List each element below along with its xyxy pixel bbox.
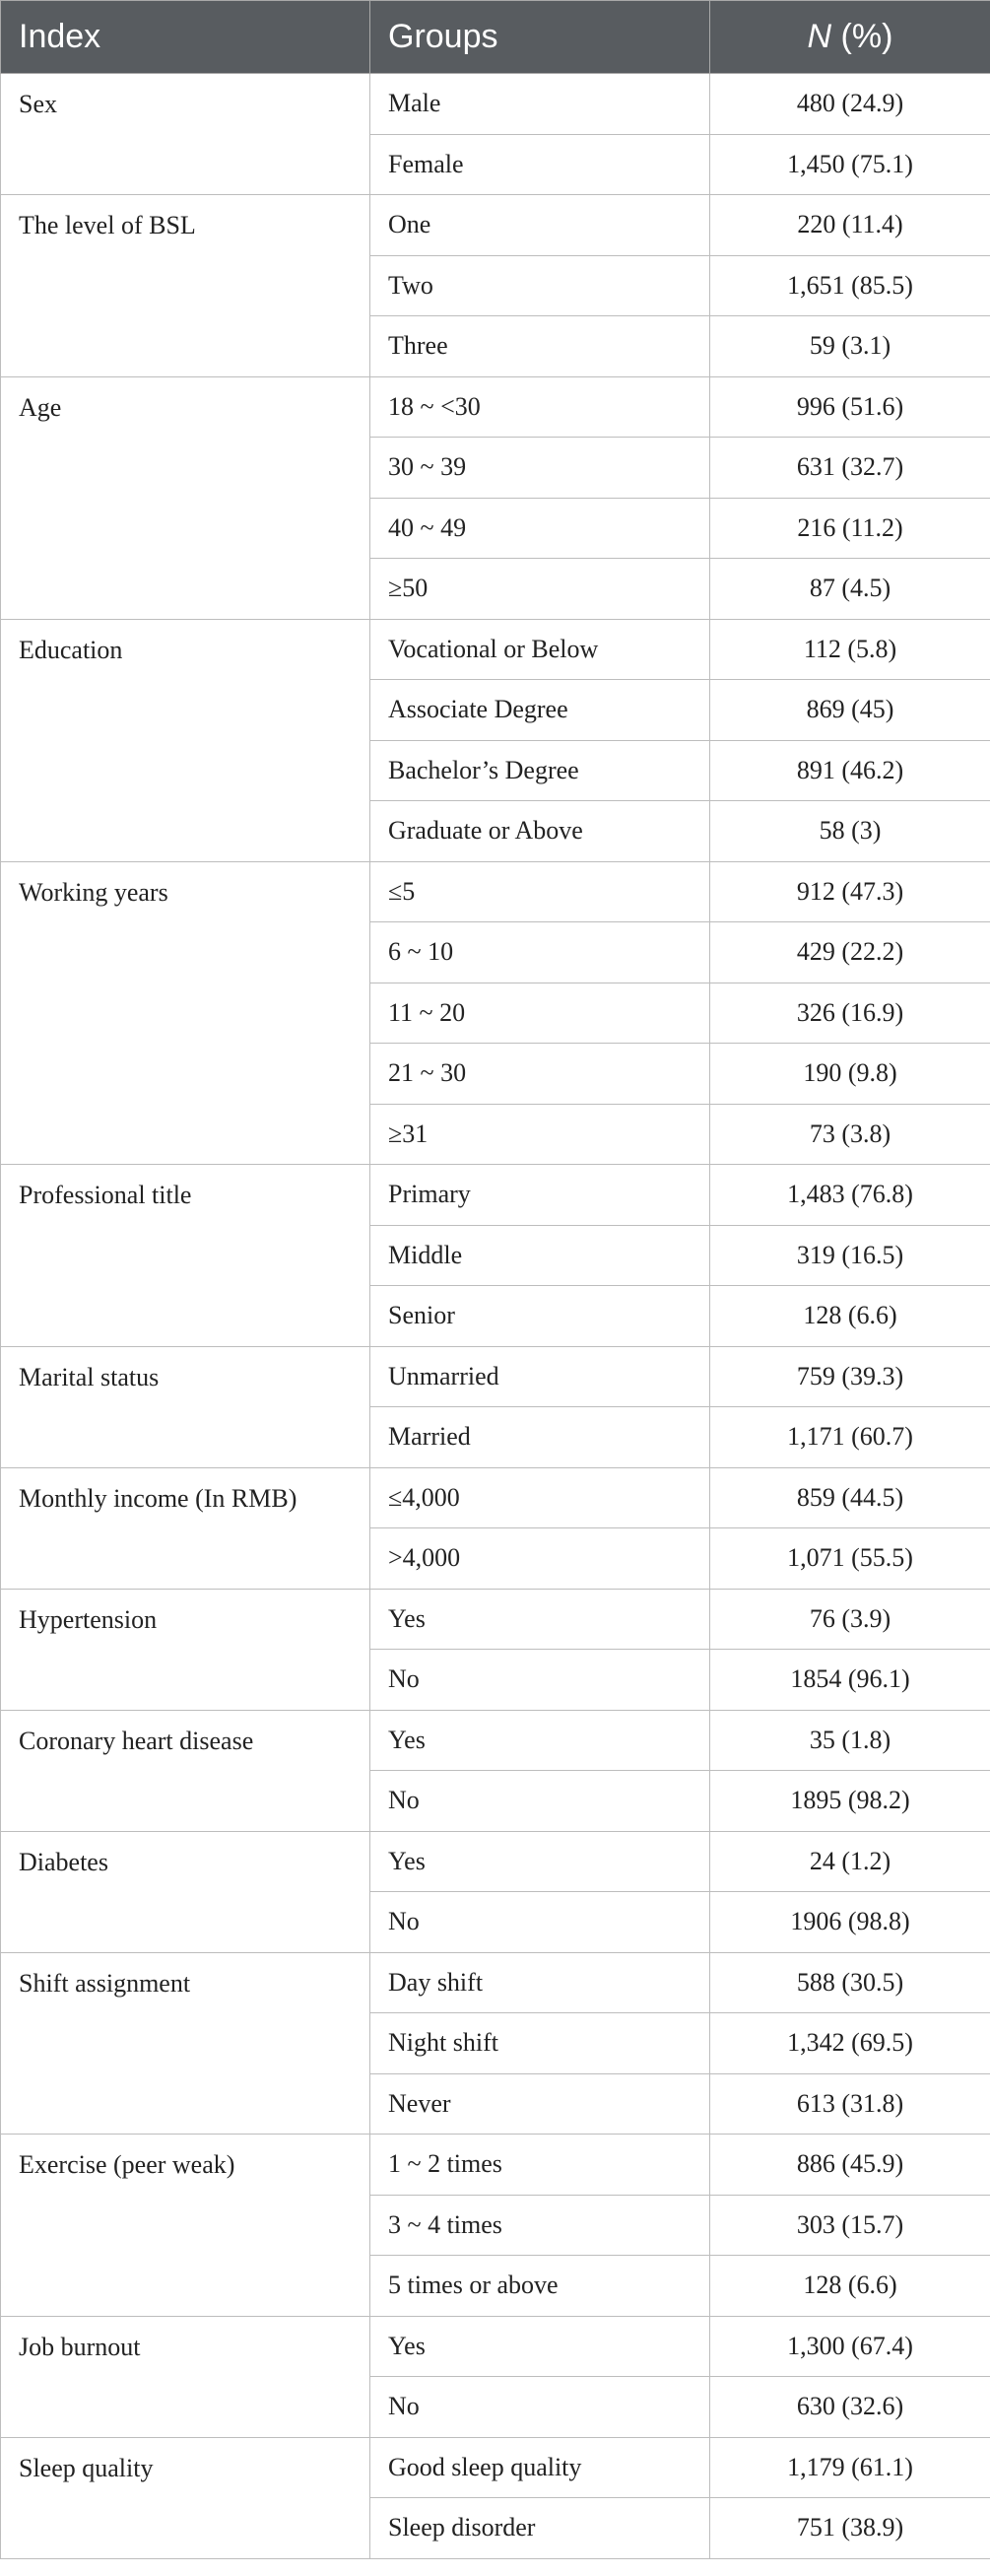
n-percent-cell: 588 (30.5): [710, 1952, 990, 2013]
n-percent-cell: 1906 (98.8): [710, 1892, 990, 1953]
n-percent-cell: 1,651 (85.5): [710, 255, 990, 316]
n-percent-cell: 429 (22.2): [710, 922, 990, 983]
n-percent-cell: 891 (46.2): [710, 740, 990, 801]
index-cell: Shift assignment: [1, 1952, 370, 2135]
n-percent-cell: 759 (39.3): [710, 1346, 990, 1407]
table-row: [1, 376, 990, 438]
table-row: [1, 2316, 990, 2377]
n-percent-cell: 631 (32.7): [710, 438, 990, 499]
n-percent-cell: 220 (11.4): [710, 195, 990, 256]
group-cell: Yes: [370, 1831, 710, 1892]
group-cell: Bachelor’s Degree: [370, 740, 710, 801]
header-groups: Groups: [370, 1, 710, 74]
n-percent-cell: 59 (3.1): [710, 316, 990, 377]
n-percent-cell: 1,179 (61.1): [710, 2437, 990, 2498]
index-cell: Marital status: [1, 1346, 370, 1467]
group-cell: Yes: [370, 1589, 710, 1650]
header-row: [1, 1, 990, 74]
table-row: [1, 1346, 990, 1407]
n-percent-cell: 886 (45.9): [710, 2135, 990, 2196]
group-cell: Sleep disorder: [370, 2498, 710, 2559]
n-percent-cell: 996 (51.6): [710, 376, 990, 438]
index-cell: Professional title: [1, 1165, 370, 1347]
index-cell: Diabetes: [1, 1831, 370, 1952]
index-cell: The level of BSL: [1, 195, 370, 377]
n-percent-cell: 859 (44.5): [710, 1467, 990, 1528]
table-row: [1, 74, 990, 135]
group-cell: 1 ~ 2 times: [370, 2135, 710, 2196]
group-cell: 30 ~ 39: [370, 438, 710, 499]
n-percent-cell: 112 (5.8): [710, 619, 990, 680]
table-row: [1, 195, 990, 256]
table-row: [1, 1589, 990, 1650]
n-percent-cell: 87 (4.5): [710, 559, 990, 620]
header-n-letter: N: [807, 18, 832, 55]
n-percent-cell: 216 (11.2): [710, 498, 990, 559]
group-cell: Three: [370, 316, 710, 377]
group-cell: 11 ~ 20: [370, 983, 710, 1044]
group-cell: Yes: [370, 1710, 710, 1771]
group-cell: 40 ~ 49: [370, 498, 710, 559]
group-cell: >4,000: [370, 1528, 710, 1590]
group-cell: One: [370, 195, 710, 256]
index-cell: Job burnout: [1, 2316, 370, 2437]
table-row: [1, 619, 990, 680]
group-cell: Male: [370, 74, 710, 135]
group-cell: Day shift: [370, 1952, 710, 2013]
n-percent-cell: 326 (16.9): [710, 983, 990, 1044]
group-cell: 18 ~ <30: [370, 376, 710, 438]
table-row: [1, 1467, 990, 1528]
index-cell: Working years: [1, 861, 370, 1165]
index-cell: Sleep quality: [1, 2437, 370, 2558]
n-percent-cell: 1,071 (55.5): [710, 1528, 990, 1590]
table-row: [1, 1710, 990, 1771]
group-cell: No: [370, 1892, 710, 1953]
table-row: [1, 1165, 990, 1226]
group-cell: Female: [370, 134, 710, 195]
n-percent-cell: 613 (31.8): [710, 2073, 990, 2135]
n-percent-cell: 912 (47.3): [710, 861, 990, 922]
n-percent-cell: 128 (6.6): [710, 2256, 990, 2317]
table-row: [1, 1952, 990, 2013]
index-cell: Sex: [1, 74, 370, 195]
n-percent-cell: 35 (1.8): [710, 1710, 990, 1771]
group-cell: Never: [370, 2073, 710, 2135]
group-cell: 3 ~ 4 times: [370, 2195, 710, 2256]
n-percent-cell: 76 (3.9): [710, 1589, 990, 1650]
group-cell: 6 ~ 10: [370, 922, 710, 983]
group-cell: No: [370, 1771, 710, 1832]
group-cell: Two: [370, 255, 710, 316]
index-cell: Exercise (peer weak): [1, 2135, 370, 2317]
n-percent-cell: 128 (6.6): [710, 1286, 990, 1347]
n-percent-cell: 751 (38.9): [710, 2498, 990, 2559]
index-cell: Hypertension: [1, 1589, 370, 1710]
group-cell: Unmarried: [370, 1346, 710, 1407]
table-row: [1, 861, 990, 922]
n-percent-cell: 1,342 (69.5): [710, 2013, 990, 2074]
group-cell: ≤4,000: [370, 1467, 710, 1528]
group-cell: ≥50: [370, 559, 710, 620]
index-cell: Coronary heart disease: [1, 1710, 370, 1831]
group-cell: 21 ~ 30: [370, 1044, 710, 1105]
header-index: Index: [1, 1, 370, 74]
n-percent-cell: 1,483 (76.8): [710, 1165, 990, 1226]
n-percent-cell: 24 (1.2): [710, 1831, 990, 1892]
group-cell: Married: [370, 1407, 710, 1468]
header-n-percent: [710, 1, 990, 74]
n-percent-cell: 869 (45): [710, 680, 990, 741]
group-cell: Graduate or Above: [370, 801, 710, 862]
group-cell: No: [370, 1650, 710, 1711]
table-body: [1, 74, 990, 2559]
group-cell: Primary: [370, 1165, 710, 1226]
group-cell: Vocational or Below: [370, 619, 710, 680]
n-percent-cell: 480 (24.9): [710, 74, 990, 135]
index-cell: Monthly income (In RMB): [1, 1467, 370, 1589]
group-cell: ≥31: [370, 1104, 710, 1165]
header-n-suffix: (%): [831, 18, 893, 55]
n-percent-cell: 58 (3): [710, 801, 990, 862]
n-percent-cell: 1,171 (60.7): [710, 1407, 990, 1468]
group-cell: Night shift: [370, 2013, 710, 2074]
n-percent-cell: 73 (3.8): [710, 1104, 990, 1165]
index-cell: Education: [1, 619, 370, 861]
n-percent-cell: 1,300 (67.4): [710, 2316, 990, 2377]
group-cell: ≤5: [370, 861, 710, 922]
group-cell: Associate Degree: [370, 680, 710, 741]
n-percent-cell: 1854 (96.1): [710, 1650, 990, 1711]
group-cell: Good sleep quality: [370, 2437, 710, 2498]
table-row: [1, 2437, 990, 2498]
n-percent-cell: 303 (15.7): [710, 2195, 990, 2256]
group-cell: Middle: [370, 1225, 710, 1286]
group-cell: No: [370, 2377, 710, 2438]
index-cell: Age: [1, 376, 370, 619]
n-percent-cell: 630 (32.6): [710, 2377, 990, 2438]
group-cell: 5 times or above: [370, 2256, 710, 2317]
table-row: [1, 2135, 990, 2196]
table-row: [1, 1831, 990, 1892]
group-cell: Yes: [370, 2316, 710, 2377]
table-header: [1, 1, 990, 74]
n-percent-cell: 1,450 (75.1): [710, 134, 990, 195]
n-percent-cell: 1895 (98.2): [710, 1771, 990, 1832]
n-percent-cell: 319 (16.5): [710, 1225, 990, 1286]
group-cell: Senior: [370, 1286, 710, 1347]
n-percent-cell: 190 (9.8): [710, 1044, 990, 1105]
